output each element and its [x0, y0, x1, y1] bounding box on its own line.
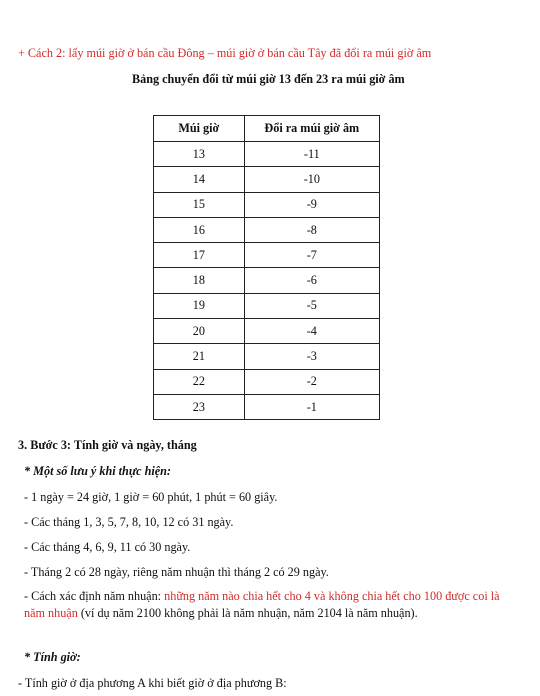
- cell-timezone: 16: [154, 217, 245, 242]
- leap-year-rule: những năm nào chia hết cho 4 và không chia hết cho 100 được coi là năm nhuận: [24, 589, 500, 620]
- cell-negative: -11: [244, 142, 379, 167]
- cell-negative: -2: [244, 369, 379, 394]
- bullet-february: - Tháng 2 có 28 ngày, riêng năm nhuận thì tháng 2 có 29 ngày.: [24, 565, 329, 579]
- time-bullet: - Tính giờ ở địa phương A khi biết giờ ở địa phương B:: [18, 676, 287, 690]
- cell-timezone: 23: [154, 394, 245, 419]
- table-row: [154, 167, 380, 192]
- header-timezone: Múi giờ: [154, 116, 245, 142]
- table-header-row: [154, 116, 380, 142]
- table-row: [154, 243, 380, 268]
- table-row: [154, 293, 380, 318]
- cell-timezone: 18: [154, 268, 245, 293]
- cell-timezone: 14: [154, 167, 245, 192]
- table-title: Bảng chuyển đổi từ múi giờ 13 đến 23 ra múi giờ âm: [132, 72, 405, 86]
- intro-text: Cách 2: lấy múi giờ ở bán cầu Đông – múi giờ ở bán cầu Tây đã đổi ra múi giờ âm: [27, 46, 432, 60]
- leap-year-example: (ví dụ năm 2100 không phải là năm nhuận, năm 2104 là năm nhuận).: [77, 606, 418, 620]
- bullet-31-day-months: - Các tháng 1, 3, 5, 7, 8, 10, 12 có 31 ngày.: [24, 515, 234, 529]
- table-row: [154, 192, 380, 217]
- cell-timezone: 17: [154, 243, 245, 268]
- header-negative-timezone: Đổi ra múi giờ âm: [244, 116, 379, 142]
- table-row: [154, 344, 380, 369]
- cell-negative: -3: [244, 344, 379, 369]
- table-row: [154, 268, 380, 293]
- cell-timezone: 21: [154, 344, 245, 369]
- cell-timezone: 22: [154, 369, 245, 394]
- cell-negative: -10: [244, 167, 379, 192]
- cell-negative: -5: [244, 293, 379, 318]
- cell-timezone: 20: [154, 319, 245, 344]
- leap-year-paragraph: [24, 588, 510, 622]
- cell-negative: -6: [244, 268, 379, 293]
- cell-negative: -7: [244, 243, 379, 268]
- cell-negative: -1: [244, 394, 379, 419]
- notes-heading: * Một số lưu ý khi thực hiện:: [24, 464, 171, 478]
- table-row: [154, 217, 380, 242]
- table-row: [154, 369, 380, 394]
- timezone-table: [153, 115, 380, 420]
- table-row: [154, 142, 380, 167]
- leap-year-lead: - Cách xác định năm nhuận:: [24, 589, 165, 603]
- cell-negative: -9: [244, 192, 379, 217]
- cell-negative: -4: [244, 319, 379, 344]
- bullet-30-day-months: - Các tháng 4, 6, 9, 11 có 30 ngày.: [24, 540, 191, 554]
- time-heading: * Tính giờ:: [24, 650, 81, 664]
- table-row: [154, 319, 380, 344]
- intro-line: [18, 46, 431, 61]
- step3-heading: 3. Bước 3: Tính giờ và ngày, tháng: [18, 438, 197, 452]
- cell-negative: -8: [244, 217, 379, 242]
- intro-prefix: +: [18, 46, 28, 60]
- cell-timezone: 15: [154, 192, 245, 217]
- cell-timezone: 13: [154, 142, 245, 167]
- table-row: [154, 394, 380, 419]
- cell-timezone: 19: [154, 293, 245, 318]
- bullet-time-units: - 1 ngày = 24 giờ, 1 giờ = 60 phút, 1 phút = 60 giây.: [24, 490, 278, 504]
